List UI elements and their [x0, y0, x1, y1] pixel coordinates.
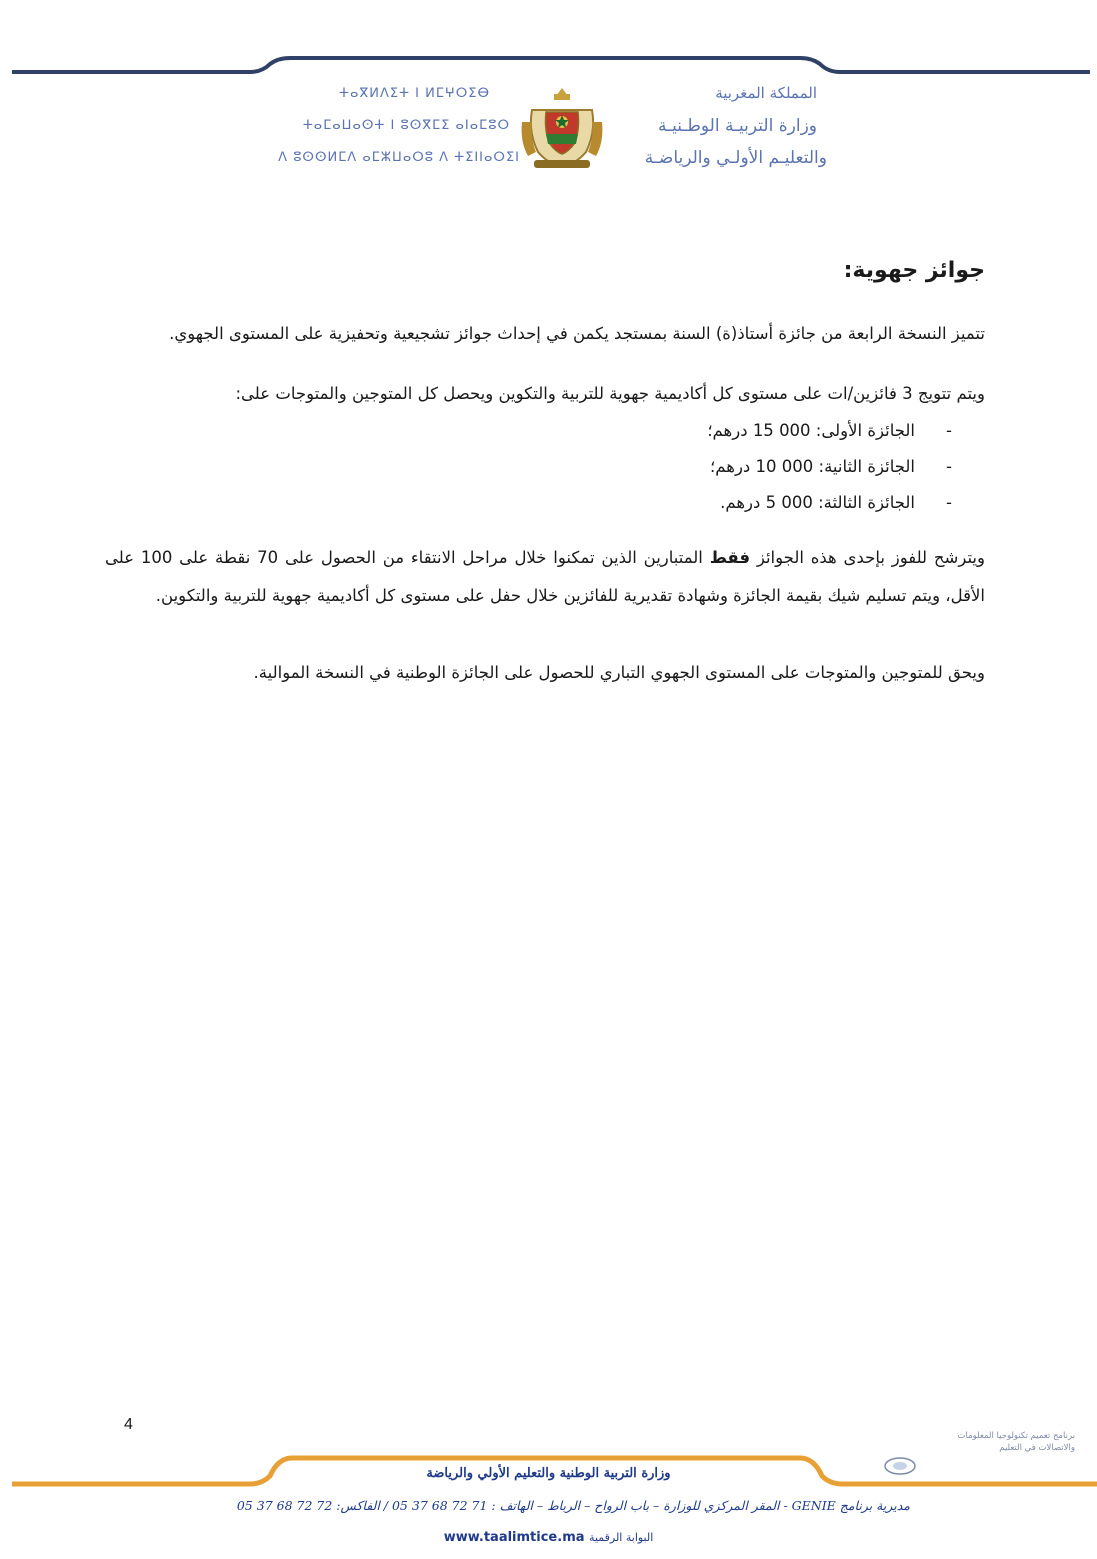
footer-contact: مديرية برنامج GENIE - المقر المركزي للوزارة – باب الرواح – الرباط – الهاتف : 71 72 68 37 05 / الفاكس: 72 72 68 37 05 [236, 1498, 910, 1513]
paragraph-eligibility [105, 539, 985, 615]
prize-item-third: الجائزة الثالثة: 000 5 درهم. [720, 493, 915, 512]
page-number: 4 [124, 1416, 133, 1433]
list-marker: - [946, 493, 952, 512]
prize-item-first: الجائزة الأولى: 000 15 درهم؛ [707, 421, 915, 440]
footer-website [0, 1530, 1097, 1545]
footer-rule [0, 1440, 1097, 1490]
header-rule [0, 0, 1097, 80]
paragraph-intro: تتميز النسخة الرابعة من جائزة أستاذ(ة) السنة بمستجد يكمن في إحداث جوائز تشجيعية وتحفيزية على المستوى الجهوي. [169, 324, 985, 343]
footer-ministry: وزارة التربية الوطنية والتعليم الأولي والرياضة [426, 1466, 671, 1481]
website-label: البوابة الرقمية [589, 1531, 654, 1544]
ministry-label-2: والتعليـم الأولـي والرياضـة [644, 148, 827, 168]
eligibility-start: ويترشح للفوز بإحدى هذه الجوائز [750, 548, 985, 567]
prize-item-second: الجائزة الثانية: 000 10 درهم؛ [710, 457, 915, 476]
list-marker: - [946, 457, 952, 476]
tifinagh-line-2: ⵜⴰⵎⴰⵡⴰⵙⵜ ⵏ ⵓⵙⴳⵎⵉ ⴰⵏⴰⵎⵓⵔ [302, 118, 510, 133]
kingdom-label: المملكة المغربية [715, 84, 817, 102]
website-url[interactable]: www.taalimtice.ma [443, 1530, 585, 1545]
paragraph-awards: ويتم تتويج 3 فائزين/ات على مستوى كل أكاديمية جهوية للتربية والتكوين ويحصل كل المتوجين والمتوجات على: [235, 384, 985, 403]
program-label-line-2: والاتصالات في التعليم [999, 1443, 1075, 1453]
eligibility-rest: المتبارين الذين تمكنوا خلال مراحل الانتقاء من الحصول على 70 نقطة على 100 على الأقل، ويتم تسليم شيك بقيمة الجائزة وشهادة تقديرية للفائزين خلال حفل على مستوى كل أكاديمية جهوية للتربية والتكوين. [105, 548, 985, 605]
ministry-label: وزارة التربيـة الوطـنيـة [658, 116, 817, 136]
program-label-line-1: برنامج تعميم تكنولوجيا المعلومات [957, 1431, 1075, 1441]
eligibility-emphasis: فقط [709, 548, 751, 567]
list-marker: - [946, 421, 952, 440]
tifinagh-line-3: ⴷ ⵓⵙⵙⵍⵎⴷ ⴰⵎⵣⵡⴰⵔⵓ ⴷ ⵜⵉⵏⵏⴰⵔⵉⵏ [278, 150, 520, 165]
coat-of-arms-icon [518, 82, 606, 172]
paragraph-national: ويحق للمتوجين والمتوجات على المستوى الجهوي التباري للحصول على الجائزة الوطنية في النسخة الموالية. [253, 663, 985, 682]
tifinagh-line-1: ⵜⴰⴳⵍⴷⵉⵜ ⵏ ⵍⵎⵖⵔⵉⴱ [338, 86, 490, 101]
section-title: جوائز جهوية: [843, 258, 985, 283]
